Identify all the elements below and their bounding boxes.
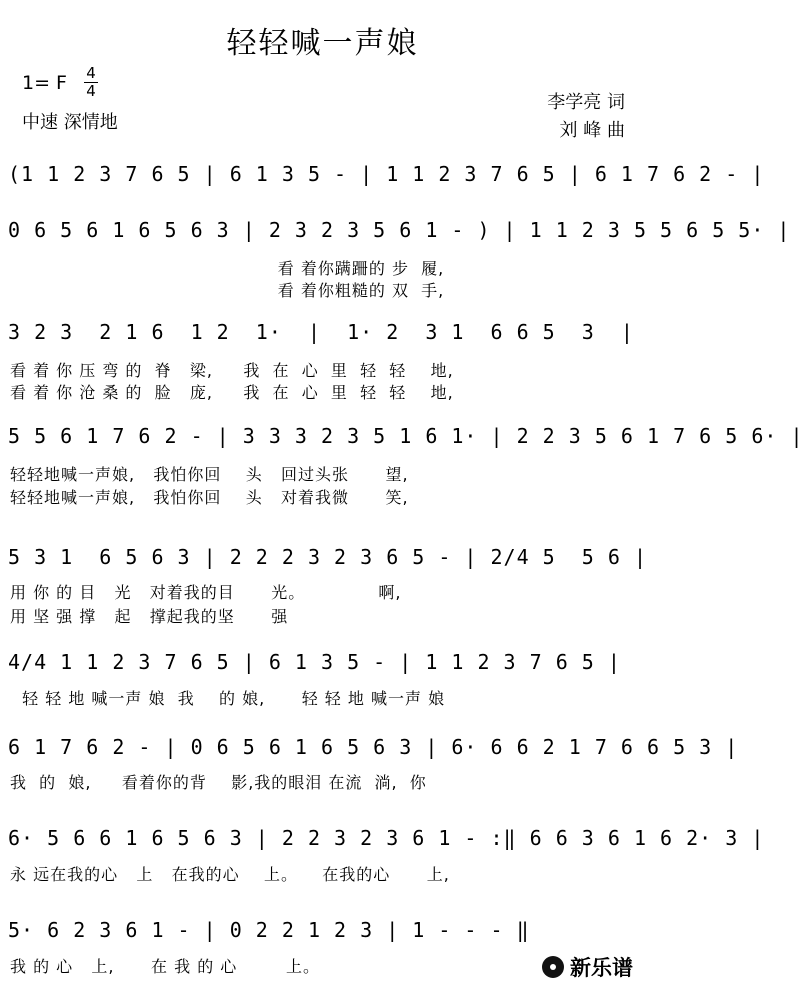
lyric-line: 轻轻地喊一声娘, 我怕你回 头 回过头张 望, xyxy=(10,465,409,484)
lyric-line: 用 坚 强 撑 起 撑起我的坚 强 xyxy=(10,607,289,626)
notation-row: 5 3 1 6 5 6 3 | 2 2 2 3 2 3 6 5 - | 2/4 5 5 6 | xyxy=(8,545,648,569)
meter-bottom: 4 xyxy=(86,82,96,100)
key-signature: 1= F xyxy=(22,72,67,94)
lyricist-credit: 李学亮 词 xyxy=(547,92,625,113)
notation-row: (1 1 2 3 7 6 5 | 6 1 3 5 - | 1 1 2 3 7 6 5 | 6 1 7 6 2 - | xyxy=(8,162,765,186)
notation-row: 5 5 6 1 7 6 2 - | 3 3 3 2 3 5 1 6 1· | 2 2 3 5 6 1 7 6 5 6· | xyxy=(8,424,804,448)
lyric-line: 看 着你粗糙的 双 手, xyxy=(10,281,445,300)
notation-row: 6· 5 6 6 1 6 5 6 3 | 2 2 3 2 3 6 1 - :‖ 6 6 3 6 1 6 2· 3 | xyxy=(8,826,765,850)
notation-row: 4/4 1 1 2 3 7 6 5 | 6 1 3 5 - | 1 1 2 3 7 6 5 | xyxy=(8,650,621,674)
watermark-logo xyxy=(542,952,633,982)
lyric-line: 轻轻地喊一声娘, 我怕你回 头 对着我微 笑, xyxy=(10,488,409,507)
lyric-line: 看 着 你 沧 桑 的 脸 庞, 我 在 心 里 轻 轻 地, xyxy=(10,383,454,402)
lyric-line: 永 远在我的心 上 在我的心 上。 在我的心 上, xyxy=(10,865,450,884)
record-icon xyxy=(542,956,564,978)
notation-row: 0 6 5 6 1 6 5 6 3 | 2 3 2 3 5 6 1 - ) | 1 1 2 3 5 5 6 5 5· | xyxy=(8,218,791,242)
time-signature xyxy=(84,66,98,99)
lyric-line: 看 着你蹒跚的 步 履, xyxy=(10,259,445,278)
lyric-line: 轻 轻 地 喊一声 娘 我 的 娘, 轻 轻 地 喊一声 娘 xyxy=(10,689,446,708)
lyric-line: 看 着 你 压 弯 的 脊 梁, 我 在 心 里 轻 轻 地, xyxy=(10,361,454,380)
lyric-line: 我 的 心 上, 在 我 的 心 上。 xyxy=(10,957,320,976)
song-title: 轻轻喊一声娘 xyxy=(226,26,419,61)
tempo-marking: 中速 深情地 xyxy=(22,112,118,133)
notation-row: 5· 6 2 3 6 1 - | 0 2 2 1 2 3 | 1 - - - ‖ xyxy=(8,918,530,942)
composer-credit: 刘 峰 曲 xyxy=(559,120,625,141)
notation-row: 6 1 7 6 2 - | 0 6 5 6 1 6 5 6 3 | 6· 6 6 2 1 7 6 6 5 3 | xyxy=(8,735,739,759)
notation-row: 3 2 3 2 1 6 1 2 1· | 1· 2 3 1 6 6 5 3 | xyxy=(8,320,634,344)
watermark-text: 新乐谱 xyxy=(570,956,633,980)
lyric-line: 我 的 娘, 看着你的背 影,我的眼泪 在流 淌, 你 xyxy=(10,773,427,792)
lyric-line: 用 你 的 目 光 对着我的目 光。 啊, xyxy=(10,583,402,602)
meter-top: 4 xyxy=(86,64,96,82)
